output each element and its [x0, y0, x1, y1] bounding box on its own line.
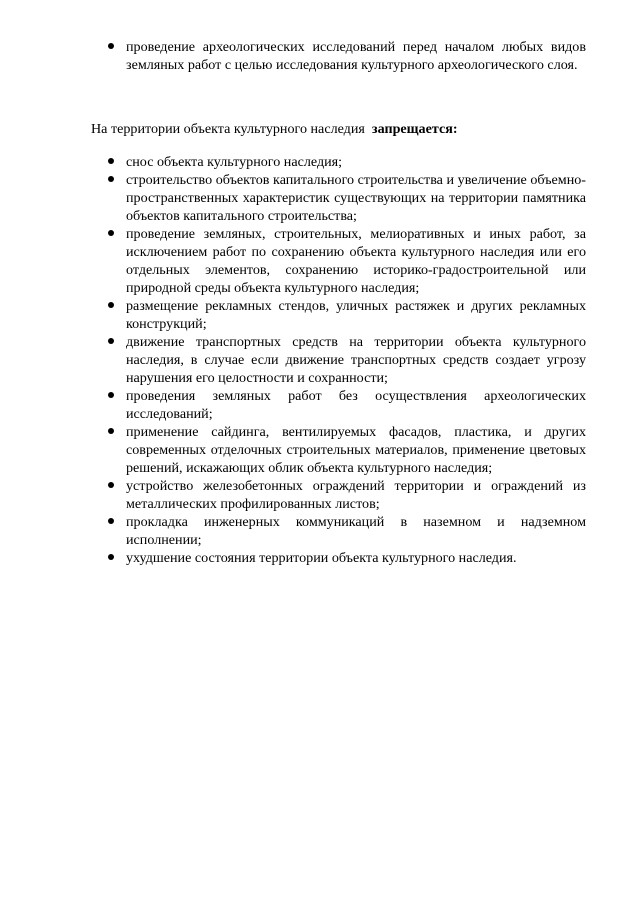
- bullet-icon: [108, 428, 114, 434]
- prohibition-intro: [91, 120, 586, 138]
- list-item: [108, 513, 586, 549]
- bullet-icon: [108, 230, 114, 236]
- list-item-text: применение сайдинга, вентилируемых фасадов, пластика, и других современных отделочных строительных материалов, применение цветовых решений, искажающих облик объекта культурного наследия;: [126, 424, 586, 476]
- list-item: [108, 477, 586, 513]
- list-item: [108, 153, 586, 171]
- archaeology-list: [108, 38, 586, 74]
- list-item-text: размещение рекламных стендов, уличных растяжек и других рекламных конструкций;: [126, 298, 586, 332]
- list-item: [108, 171, 586, 225]
- intro-text: На территории объекта культурного наследия: [91, 121, 365, 137]
- bullet-icon: [108, 302, 114, 308]
- list-item-text: проведения земляных работ без осуществления археологических исследований;: [126, 388, 586, 422]
- bullet-icon: [108, 43, 114, 49]
- list-item-text: строительство объектов капитального строительства и увеличение объемно-пространственных характеристик существующих на территории памятника объектов капитального строительства;: [126, 172, 586, 224]
- prohibited-list: [108, 153, 586, 567]
- list-item-text: движение транспортных средств на территории объекта культурного наследия, в случае если движение транспортных средств создает угрозу нарушения его целостности и сохранности;: [126, 334, 586, 386]
- list-item-text: проведение археологических исследований перед началом любых видов земляных работ с целью исследования культурного археологического слоя.: [126, 39, 586, 73]
- list-item: [108, 423, 586, 477]
- list-item: [108, 549, 586, 567]
- list-item: [108, 38, 586, 74]
- list-item-text: снос объекта культурного наследия;: [126, 154, 343, 170]
- list-item: [108, 387, 586, 423]
- bullet-icon: [108, 338, 114, 344]
- list-item-text: ухудшение состояния территории объекта культурного наследия.: [126, 550, 517, 566]
- intro-emphasis: запрещается:: [371, 121, 458, 137]
- list-item-text: прокладка инженерных коммуникаций в наземном и надземном исполнении;: [126, 514, 586, 548]
- bullet-icon: [108, 482, 114, 488]
- bullet-icon: [108, 176, 114, 182]
- list-item: [108, 225, 586, 297]
- list-item: [108, 333, 586, 387]
- list-item: [108, 297, 586, 333]
- bullet-icon: [108, 554, 114, 560]
- bullet-icon: [108, 392, 114, 398]
- bullet-icon: [108, 158, 114, 164]
- bullet-icon: [108, 518, 114, 524]
- list-item-text: устройство железобетонных ограждений территории и ограждений из металлических профилированных листов;: [126, 478, 586, 512]
- list-item-text: проведение земляных, строительных, мелиоративных и иных работ, за исключением работ по сохранению объекта культурного наследия или его отдельных элементов, сохранению историко-градостроительной или природной среды объекта культурного наследия;: [126, 226, 586, 296]
